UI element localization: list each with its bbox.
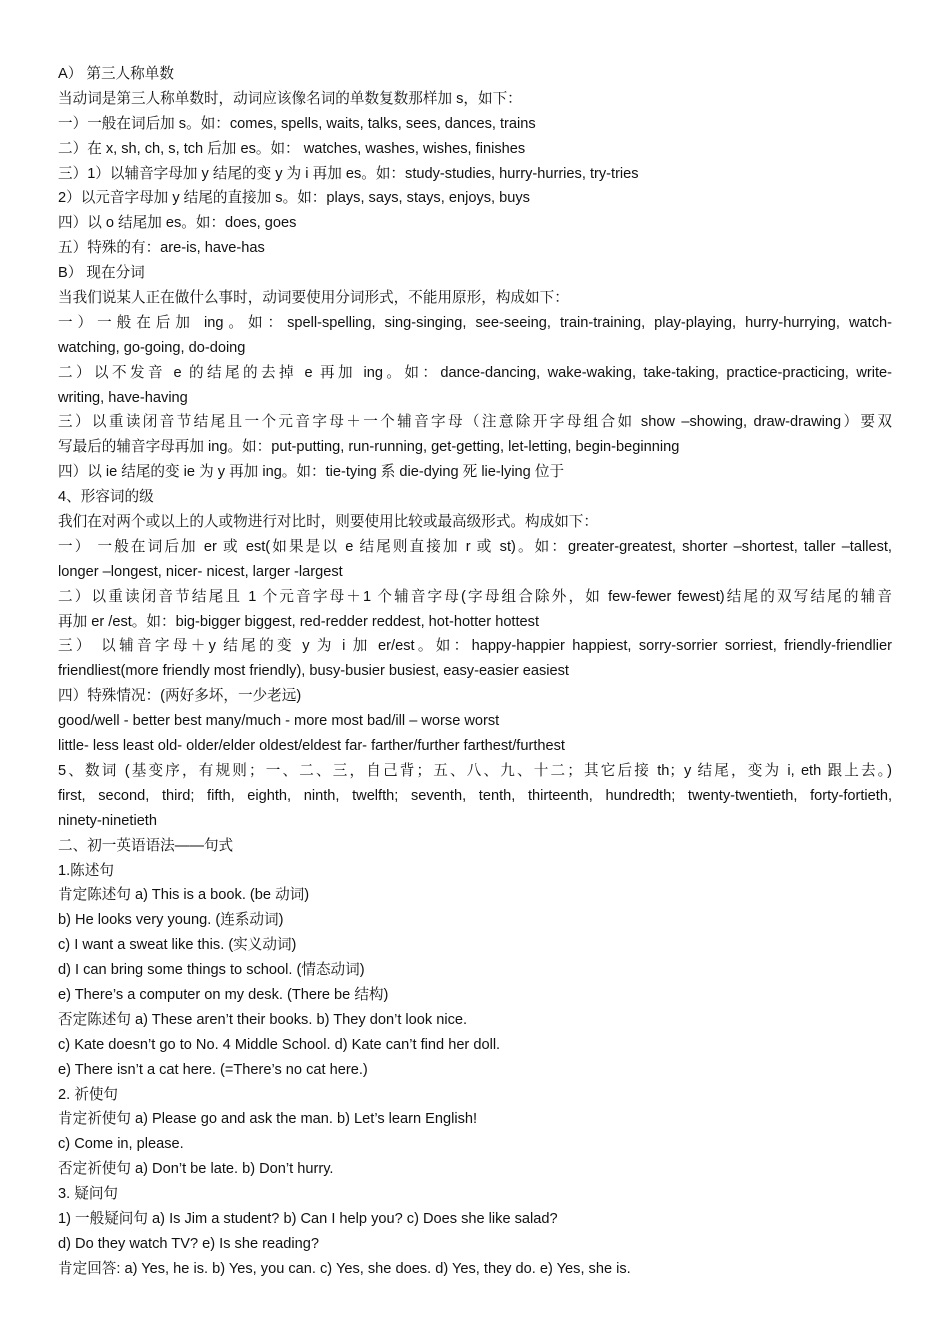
text-line: watching, go-going, do-doing (58, 339, 246, 356)
text-line: e) There isn’t a cat here. (=There’s no cat here.) (58, 1061, 368, 1078)
text-line: 当动词是第三人称单数时，动词应该像名词的单数复数那样加 s，如下： (58, 90, 522, 107)
text-line: A） 第三人称单数 (58, 66, 174, 82)
text-line: 一） 一般在词后加 er 或 est(如果是以 e 结尾则直接加 r 或 st)。如：greater-greatest, shorter –shortest, taller –tallest, (58, 538, 892, 555)
text-line: d) I can bring some things to school. (情态动词) (58, 962, 365, 979)
text-line: B） 现在分词 (58, 265, 145, 282)
text-line: good/well - better best many/much - more most bad/ill – worse worst (58, 713, 500, 730)
text-line: writing, have-having (58, 389, 188, 406)
text-line: c) I want a sweat like this. (实义动词) (58, 937, 297, 954)
text-line: 写最后的辅音字母再加 ing。如：put-putting, run-running, get-getting, let-letting, begin-beginning (58, 439, 680, 456)
text-line: 二）在 x, sh, ch, s, tch 后加 es。如： watches, washes, wishes, finishes (58, 140, 526, 157)
text-line: 四）以 o 结尾加 es。如：does, goes (58, 215, 297, 232)
text-line: 五）特殊的有：are-is, have-has (58, 240, 265, 257)
text-line: 4、形容词的级 (58, 489, 154, 506)
text-line: 我们在对两个或以上的人或物进行对比时，则要使用比较或最高级形式。构成如下： (58, 514, 598, 531)
text-line: ninety-ninetieth (58, 812, 157, 829)
text-line: 1) 一般疑问句 a) Is Jim a student? b) Can I help you? c) Does she like salad? (58, 1210, 558, 1227)
text-line: c) Come in, please. (58, 1136, 184, 1153)
text-line: b) He looks very young. (连系动词) (58, 912, 284, 929)
document-page (58, 62, 892, 1282)
text-line: 1.陈述句 (58, 862, 114, 879)
text-line: 否定陈述句 a) These aren’t their books. b) They don’t look nice. (58, 1011, 468, 1028)
text-line: c) Kate doesn’t go to No. 4 Middle School. d) Kate can’t find her doll. (58, 1036, 501, 1053)
text-line: 2. 祈使句 (58, 1086, 119, 1103)
text-line: 再加 er /est。如：big-bigger biggest, red-redder reddest, hot-hotter hottest (58, 613, 540, 630)
text-line: 2）以元音字母加 y 结尾的直接加 s。如：plays, says, stays, enjoys, buys (58, 190, 530, 207)
text-line: 四）特殊情况：(两好多坏，一少老远) (58, 688, 302, 705)
text-line: 3. 疑问句 (58, 1186, 119, 1203)
text-line: d) Do they watch TV? e) Is she reading? (58, 1235, 319, 1252)
text-line: friendliest(more friendly most friendly), busy-busier busiest, easy-easier easiest (58, 663, 569, 680)
text-line: 一）一般在后加 ing。如：spell-spelling, sing-singing, see-seeing, train-training, play-playing, hurry-hurrying, watch- (58, 314, 892, 331)
text-line: first, second, third; fifth, eighth, ninth, twelfth; seventh, tenth, thirteenth, hundredth; twenty-twentieth, forty-fortieth, (58, 787, 892, 804)
text-line: little- less least old- older/elder oldest/eldest far- farther/further farthest/furthest (58, 738, 565, 755)
text-line: 一）一般在词后加 s。如：comes, spells, waits, talks, sees, dances, trains (58, 115, 536, 132)
text-line: 二）以重读闭音节结尾且 1 个元音字母＋1 个辅音字母(字母组合除外，如 few-fewer fewest)结尾的双写结尾的辅音 (58, 588, 892, 605)
text-line: e) There’s a computer on my desk. (There be 结构) (58, 986, 389, 1003)
text-line: 肯定陈述句 a) This is a book. (be 动词) (58, 887, 310, 904)
text-line: longer –longest, nicer- nicest, larger -largest (58, 563, 343, 580)
text-line: 否定祈使句 a) Don’t be late. b) Don’t hurry. (58, 1161, 334, 1178)
text-line: 三） 以辅音字母＋y 结尾的变 y 为 i 加 er/est。如：happy-happier happiest, sorry-sorrier sorriest, friendly-friendlier (58, 638, 892, 655)
text-line: 肯定祈使句 a) Please go and ask the man. b) Let’s learn English! (58, 1111, 478, 1128)
text-line: 肯定回答: a) Yes, he is. b) Yes, you can. c) Yes, she does. d) Yes, they do. e) Yes, she is. (58, 1260, 631, 1277)
text-line: 二、初一英语语法——句式 (58, 837, 234, 854)
text-line: 当我们说某人正在做什么事时，动词要使用分词形式，不能用原形，构成如下： (58, 290, 569, 307)
text-line: 四）以 ie 结尾的变 ie 为 y 再加 ing。如：tie-tying 系 die-dying 死 lie-lying 位于 (58, 464, 565, 481)
text-line: 三）以重读闭音节结尾且一个元音字母＋一个辅音字母（注意除开字母组合如 show –showing, draw-drawing）要双 (58, 414, 892, 431)
text-line: 5、数词 (基变序，有规则；一、二、三，自己背；五、八、九、十二；其它后接 th；y 结尾，变为 i, eth 跟上去。) (58, 762, 892, 779)
text-line: 三）1）以辅音字母加 y 结尾的变 y 为 i 再加 es。如：study-studies, hurry-hurries, try-tries (58, 165, 639, 182)
text-line: 二）以不发音 e 的结尾的去掉 e 再加 ing。如：dance-dancing, wake-waking, take-taking, practice-practicing, write- (58, 364, 892, 381)
